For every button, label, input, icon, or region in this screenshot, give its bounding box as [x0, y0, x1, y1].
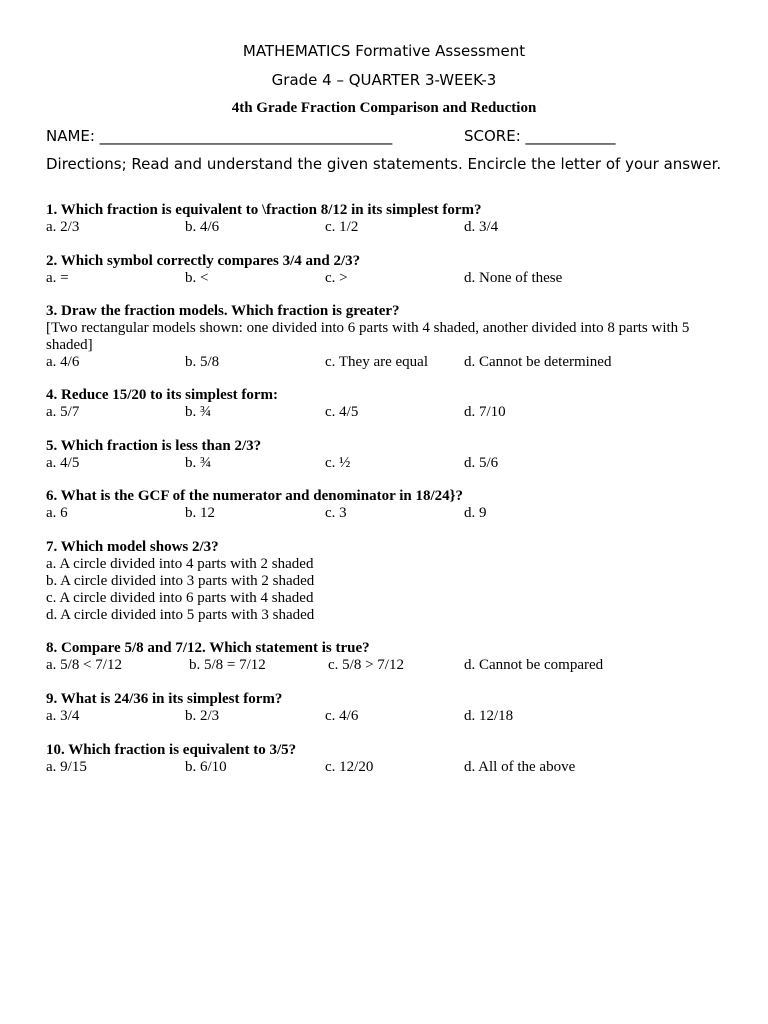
question-6 [46, 488, 726, 522]
question-text: 8. Compare 5/8 and 7/12. Which statement is true? [46, 640, 370, 656]
question-7 [46, 539, 726, 624]
question-2 [46, 253, 726, 287]
option-d[interactable]: d. 3/4 [464, 219, 499, 235]
option-d[interactable]: d. All of the above [464, 759, 576, 775]
option-a[interactable]: a. 2/3 [46, 219, 80, 235]
option-b[interactable]: b. ¾ [185, 455, 212, 471]
option-a[interactable]: a. 3/4 [46, 708, 80, 724]
option-c[interactable]: c. ½ [325, 455, 351, 471]
question-text: 4. Reduce 15/20 to its simplest form: [46, 387, 279, 403]
option-a[interactable]: a. 5/8 < 7/12 [46, 657, 122, 673]
option-c[interactable]: c. > [325, 270, 348, 286]
question-text: 1. Which fraction is equivalent to \fraction 8/12 in its simplest form? [46, 202, 482, 218]
question-note: [Two rectangular models shown: one divided into 6 parts with 4 shaded, another divided into 8 parts with 5 shaded] [46, 320, 690, 353]
document-subtitle: Grade 4 – QUARTER 3-WEEK-3 [271, 71, 497, 89]
question-text: 5. Which fraction is less than 2/3? [46, 438, 262, 454]
option-b[interactable]: b. < [185, 270, 209, 286]
question-9 [46, 691, 726, 725]
option-c[interactable]: c. They are equal [325, 354, 429, 370]
answer-options [46, 404, 726, 421]
option-a[interactable]: a. 4/5 [46, 455, 80, 471]
option-d[interactable]: d. 12/18 [464, 708, 514, 724]
option-a[interactable]: a. = [46, 270, 69, 286]
option-d[interactable]: d. 5/6 [464, 455, 499, 471]
option-c[interactable]: c. 1/2 [325, 219, 359, 235]
option-b[interactable]: b. 2/3 [185, 708, 220, 724]
option-b[interactable]: b. 5/8 [185, 354, 220, 370]
option-a[interactable]: a. 5/7 [46, 404, 80, 420]
option-b[interactable]: b. 4/6 [185, 219, 220, 235]
answer-options [46, 354, 726, 371]
option-a[interactable]: a. 9/15 [46, 759, 87, 775]
answer-options [46, 657, 726, 674]
answer-options [46, 219, 726, 236]
option-d[interactable]: d. A circle divided into 5 parts with 3 shaded [46, 607, 315, 623]
option-c[interactable]: c. A circle divided into 6 parts with 4 shaded [46, 590, 314, 606]
option-a[interactable]: a. 6 [46, 505, 68, 521]
question-text: 3. Draw the fraction models. Which fraction is greater? [46, 303, 400, 319]
option-b[interactable]: b. 6/10 [185, 759, 227, 775]
document-title: MATHEMATICS Formative Assessment [242, 42, 526, 60]
option-b[interactable]: b. A circle divided into 3 parts with 2 shaded [46, 573, 315, 589]
option-c[interactable]: c. 5/8 > 7/12 [328, 657, 404, 673]
question-3 [46, 303, 726, 371]
question-text: 9. What is 24/36 in its simplest form? [46, 691, 283, 707]
answer-options [46, 455, 726, 472]
option-c[interactable]: c. 12/20 [325, 759, 374, 775]
question-text: 7. Which model shows 2/3? [46, 539, 219, 555]
answer-options [46, 505, 726, 522]
option-a[interactable]: a. 4/6 [46, 354, 80, 370]
answer-options [46, 270, 726, 287]
answer-options [46, 759, 726, 776]
option-a[interactable]: a. A circle divided into 4 parts with 2 shaded [46, 556, 314, 572]
question-text: 2. Which symbol correctly compares 3/4 and 2/3? [46, 253, 361, 269]
question-8 [46, 640, 726, 674]
score-field: SCORE: ____________ [464, 127, 616, 145]
option-d[interactable]: d. 7/10 [464, 404, 506, 420]
directions-text: Directions; Read and understand the given statements. Encircle the letter of your answer. [46, 155, 722, 173]
question-1 [46, 202, 726, 236]
answer-options [46, 708, 726, 725]
question-text: 10. Which fraction is equivalent to 3/5? [46, 742, 297, 758]
option-b[interactable]: b. ¾ [185, 404, 212, 420]
option-d[interactable]: d. None of these [464, 270, 563, 286]
question-4 [46, 387, 726, 421]
question-text: 6. What is the GCF of the numerator and denominator in 18/24}? [46, 488, 464, 504]
option-c[interactable]: c. 4/6 [325, 708, 359, 724]
option-b[interactable]: b. 5/8 = 7/12 [189, 657, 266, 673]
option-c[interactable]: c. 3 [325, 505, 347, 521]
option-b[interactable]: b. 12 [185, 505, 215, 521]
option-d[interactable]: d. 9 [464, 505, 487, 521]
question-5 [46, 438, 726, 472]
question-10 [46, 742, 726, 776]
option-d[interactable]: d. Cannot be compared [464, 657, 604, 673]
option-c[interactable]: c. 4/5 [325, 404, 359, 420]
name-field: NAME: _______________________________________ [46, 127, 393, 145]
option-d[interactable]: d. Cannot be determined [464, 354, 612, 370]
assessment-topic: 4th Grade Fraction Comparison and Reduction [231, 100, 537, 116]
